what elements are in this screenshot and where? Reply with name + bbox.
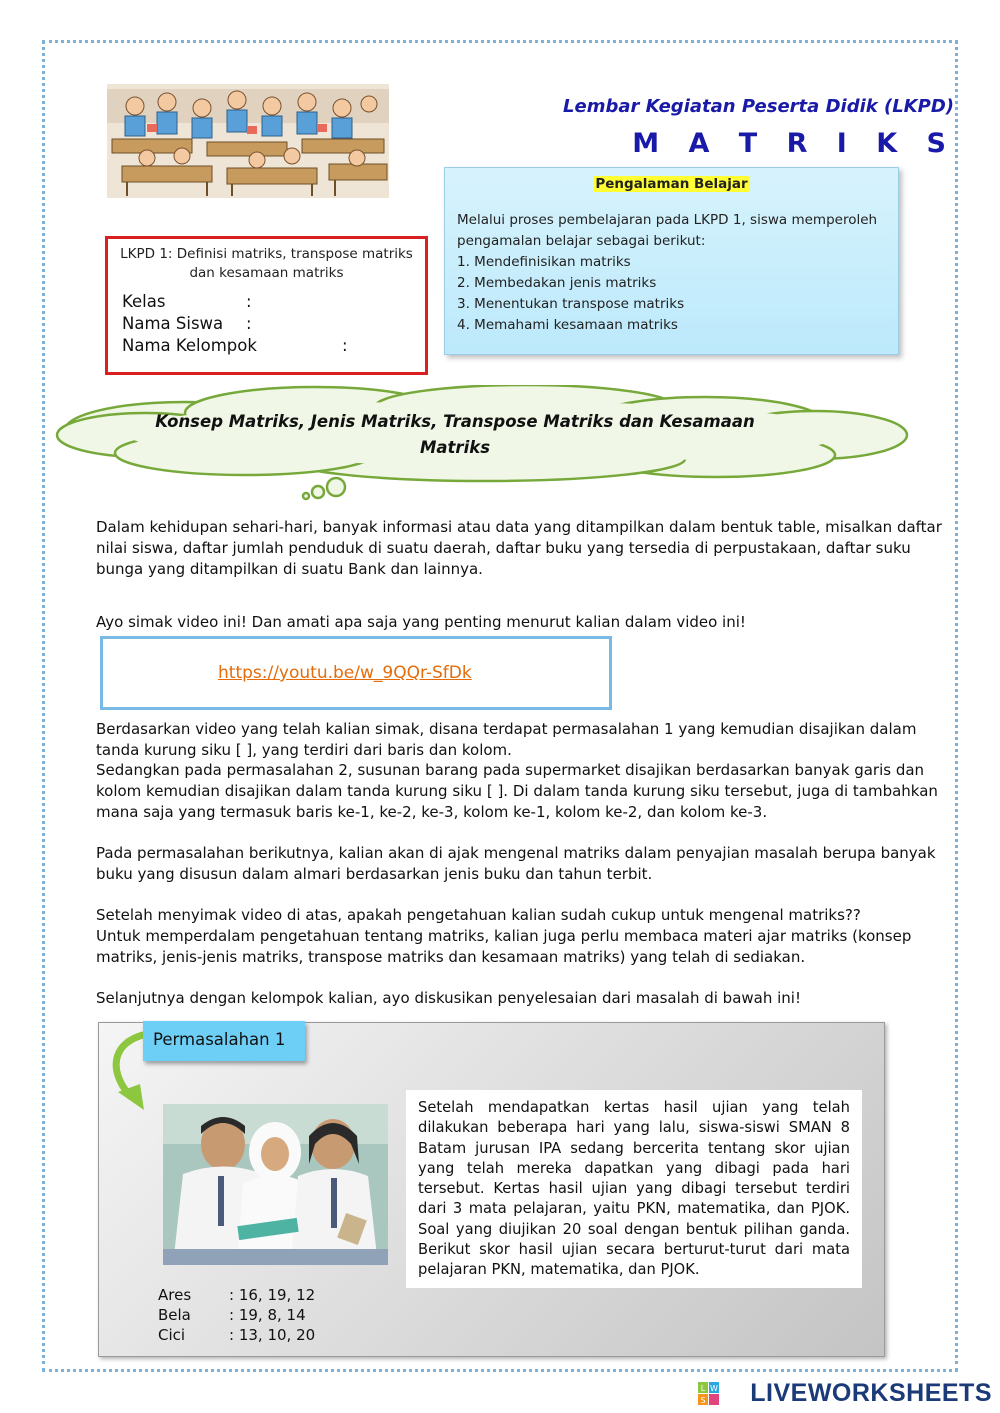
lkpd-topic: LKPD 1: Definisi matriks, transpose matriks dan kesamaan matriks xyxy=(120,246,413,281)
intro-paragraph: Dalam kehidupan sehari-hari, banyak informasi atau data yang ditampilkan dalam bentuk table, misalkan daftar nilai siswa, daftar jumlah penduduk di suatu daerah, daftar buku yang tersedia di perpustakaan, daftar suku bunga yang ditampilkan di suatu Bank dan lainnya. xyxy=(96,518,942,578)
lkpd-title: Lembar Kegiatan Peserta Didik (LKPD) xyxy=(563,96,954,117)
field-colon: : xyxy=(246,292,252,311)
brand-name: LIVEWORKSHEETS xyxy=(750,1379,992,1407)
score-row-ares xyxy=(158,1285,358,1305)
logo-letter: L xyxy=(700,1384,706,1393)
next-problem-paragraph: Pada permasalahan berikutnya, kalian akan di ajak mengenal matriks dalam penyajian masalah berupa banyak buku yang disusun dalam almari berdasarkan jenis buku dan tahun terbit. xyxy=(96,844,936,883)
field-label: Kelas xyxy=(122,292,166,311)
score-row-bela xyxy=(158,1305,358,1325)
student-info-box xyxy=(105,236,428,375)
student-scores: : 13, 10, 20 xyxy=(229,1326,316,1344)
experience-item: 4. Memahami kesamaan matriks xyxy=(457,317,678,333)
video-link[interactable]: https://youtu.be/w_9QQr-SfDk xyxy=(218,663,472,683)
field-kelas xyxy=(118,291,415,313)
problem-story xyxy=(406,1090,862,1288)
reading-paragraph: Untuk memperdalam pengetahuan tentang matriks, kalian juga perlu membaca materi ajar matriks (konsep matriks, jenis-jenis matriks, transpose matriks dan kesamaan matriks) yang telah di sediakan. xyxy=(96,927,912,966)
explanation-paragraph-2: Sedangkan pada permasalahan 2, susunan barang pada supermarket disajikan berdasarkan banyak garis dan kolom kemudian disajikan dalam tanda kurung siku [ ]. Di dalam tanda kurung siku tersebut, juga di tambahkan mana saja yang termasuk baris ke-1, ke-2, ke-3, kolom ke-1, kolom ke-2, dan kolom ke-3. xyxy=(96,761,938,821)
logo-letter: W xyxy=(710,1384,718,1393)
experience-item: 3. Menentukan transpose matriks xyxy=(457,296,685,312)
explanation-paragraph-1: Berdasarkan video yang telah kalian simak, disana terdapat permasalahan 1 yang kemudian disajikan dalam tanda kurung siku [ ], yang terdiri dari baris dan kolom. xyxy=(96,720,917,759)
story-text: Setelah mendapatkan kertas hasil ujian yang telah dilakukan beberapa hari yang lalu, siswa-siswi SMAN 8 Batam jurusan IPA sedang bercerita tentang skor ujian yang telah mereka dapatkan yang dibagi pada hari tersebut. Kertas hasil ujian yang dibagi tersebut terdiri dari 3 mata pelajaran, yaitu PKN, matematika, dan PJOK. Soal yang diujikan 20 soal dengan bentuk pilihan ganda. Berikut skor hasil ujian secara berturut-turut dari mata pelajaran PKN, matematika, dan PJOK. xyxy=(418,1099,850,1279)
student-scores: : 19, 8, 14 xyxy=(229,1306,306,1324)
experience-item: 1. Mendefinisikan matriks xyxy=(457,254,631,270)
field-label: Nama Kelompok xyxy=(122,336,257,355)
student-scores: : 16, 19, 12 xyxy=(229,1286,316,1304)
subject-title: M A T R I K S xyxy=(632,128,956,159)
experience-item: 2. Membedakan jenis matriks xyxy=(457,275,657,291)
student-name: Bela xyxy=(158,1306,191,1324)
field-label: Nama Siswa xyxy=(122,314,224,333)
classroom-illustration xyxy=(107,84,389,198)
field-nama-siswa xyxy=(118,313,415,335)
student-name: Cici xyxy=(158,1326,186,1344)
video-link-box xyxy=(100,636,612,710)
video-instruction: Ayo simak video ini! Dan amati apa saja yang penting menurut kalian dalam video ini! xyxy=(96,613,746,631)
score-row-cici xyxy=(158,1325,358,1345)
problem-tag: Permasalahan 1 xyxy=(143,1021,305,1061)
discussion-paragraph: Selanjutnya dengan kelompok kalian, ayo diskusikan penyelesaian dari masalah di bawah ini! xyxy=(96,989,801,1007)
field-colon: : xyxy=(342,336,348,355)
students-photo xyxy=(163,1104,388,1265)
score-list xyxy=(158,1285,358,1345)
experience-title: Pengalaman Belajar xyxy=(595,176,748,192)
student-name: Ares xyxy=(158,1286,192,1304)
field-colon: : xyxy=(246,314,252,333)
cloud-heading: Konsep Matriks, Jenis Matriks, Transpose Matriks dan Kesamaan Matriks xyxy=(155,412,755,457)
question-paragraph: Setelah menyimak video di atas, apakah pengetahuan kalian sudah cukup untuk mengenal matriks?? xyxy=(96,906,861,924)
liveworksheets-logo-icon xyxy=(698,1382,720,1406)
learning-experience-box xyxy=(444,167,899,355)
experience-intro: Melalui proses pembelajaran pada LKPD 1, siswa memperoleh pengamalan belajar sebagai berikut: xyxy=(457,212,878,249)
field-nama-kelompok xyxy=(118,335,415,357)
logo-letter: S xyxy=(700,1396,706,1405)
